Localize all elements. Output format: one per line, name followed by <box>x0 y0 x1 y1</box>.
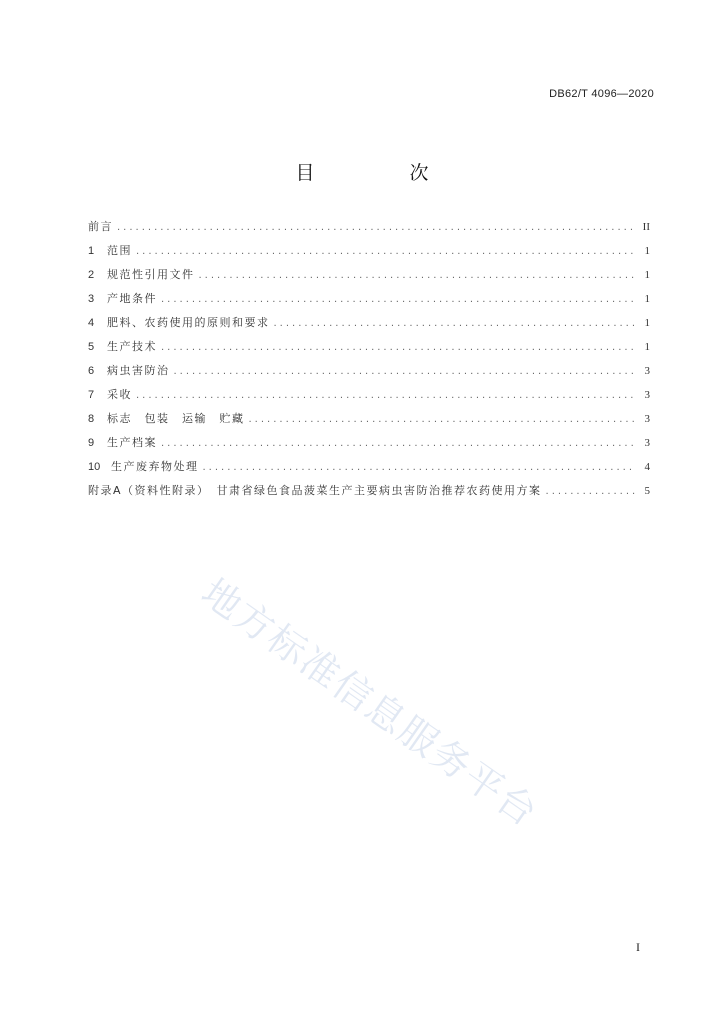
toc-leader <box>117 222 636 233</box>
toc-entry-text: 肥料、农药使用的原则和要求 <box>107 316 270 329</box>
toc-entry-number: 8 <box>88 413 95 425</box>
toc-entry-number: 2 <box>88 269 95 281</box>
toc-entry-2[interactable] <box>88 266 650 290</box>
toc-entry-number: 6 <box>88 365 95 377</box>
toc-leader <box>274 318 637 329</box>
toc-entry-number: 7 <box>88 389 95 401</box>
toc-leader <box>161 342 636 353</box>
standard-code: DB62/T 4096—2020 <box>549 88 654 100</box>
toc-entry-10[interactable] <box>88 458 650 482</box>
toc-entry-text: 规范性引用文件 <box>107 268 195 281</box>
toc-leader <box>174 366 637 377</box>
toc-title: 目 次 <box>295 162 467 184</box>
toc-entry-8[interactable] <box>88 410 650 434</box>
toc-entry-page: 3 <box>644 365 650 377</box>
toc-entry-text: 前言 <box>88 220 113 233</box>
toc-entry-text: 采收 <box>107 388 132 401</box>
toc-entry-number: 10 <box>88 461 101 473</box>
toc-entry-6[interactable] <box>88 362 650 386</box>
toc-entry-text: 生产废弃物处理 <box>111 460 199 473</box>
toc-entry-page: 5 <box>644 485 650 497</box>
toc-entry-page: 1 <box>644 245 650 257</box>
toc-entry-text: 生产档案 <box>107 436 157 449</box>
toc-leader <box>161 438 636 449</box>
toc-leader <box>546 486 636 497</box>
toc-entry-text: 标志 包装 运输 贮藏 <box>107 412 245 425</box>
toc-entry-appendix-a[interactable] <box>88 482 650 506</box>
toc-list <box>88 218 650 506</box>
toc-entry-text: 产地条件 <box>107 292 157 305</box>
toc-entry-4[interactable] <box>88 314 650 338</box>
toc-entry-page: 1 <box>644 317 650 329</box>
watermark: 地方标准信息服务平台 <box>193 570 547 836</box>
toc-leader <box>199 270 637 281</box>
toc-entry-text: 生产技术 <box>107 340 157 353</box>
toc-entry-page: II <box>642 221 650 233</box>
toc-entry-text: 附录A（资料性附录） 甘肃省绿色食品菠菜生产主要病虫害防治推荐农药使用方案 <box>88 484 542 497</box>
toc-entry-5[interactable] <box>88 338 650 362</box>
toc-entry-page: 3 <box>644 389 650 401</box>
toc-leader <box>249 414 637 425</box>
toc-leader <box>136 246 636 257</box>
toc-entry-number: 9 <box>88 437 95 449</box>
toc-entry-page: 4 <box>644 461 650 473</box>
toc-entry-page: 1 <box>644 269 650 281</box>
toc-entry-1[interactable] <box>88 242 650 266</box>
toc-entry-number: 1 <box>88 245 95 257</box>
toc-entry-number: 4 <box>88 317 95 329</box>
toc-entry-3[interactable] <box>88 290 650 314</box>
toc-entry-7[interactable] <box>88 386 650 410</box>
toc-entry-page: 1 <box>644 341 650 353</box>
toc-entry-page: 3 <box>644 437 650 449</box>
toc-entry-number: 5 <box>88 341 95 353</box>
toc-entry-foreword[interactable] <box>88 218 650 242</box>
toc-entry-text: 范围 <box>107 244 132 257</box>
toc-entry-9[interactable] <box>88 434 650 458</box>
toc-entry-number: 3 <box>88 293 95 305</box>
toc-leader <box>136 390 636 401</box>
toc-leader <box>161 294 636 305</box>
toc-leader <box>203 462 637 473</box>
toc-entry-text: 病虫害防治 <box>107 364 170 377</box>
toc-entry-page: 3 <box>644 413 650 425</box>
page-number: I <box>636 940 640 954</box>
toc-entry-page: 1 <box>644 293 650 305</box>
